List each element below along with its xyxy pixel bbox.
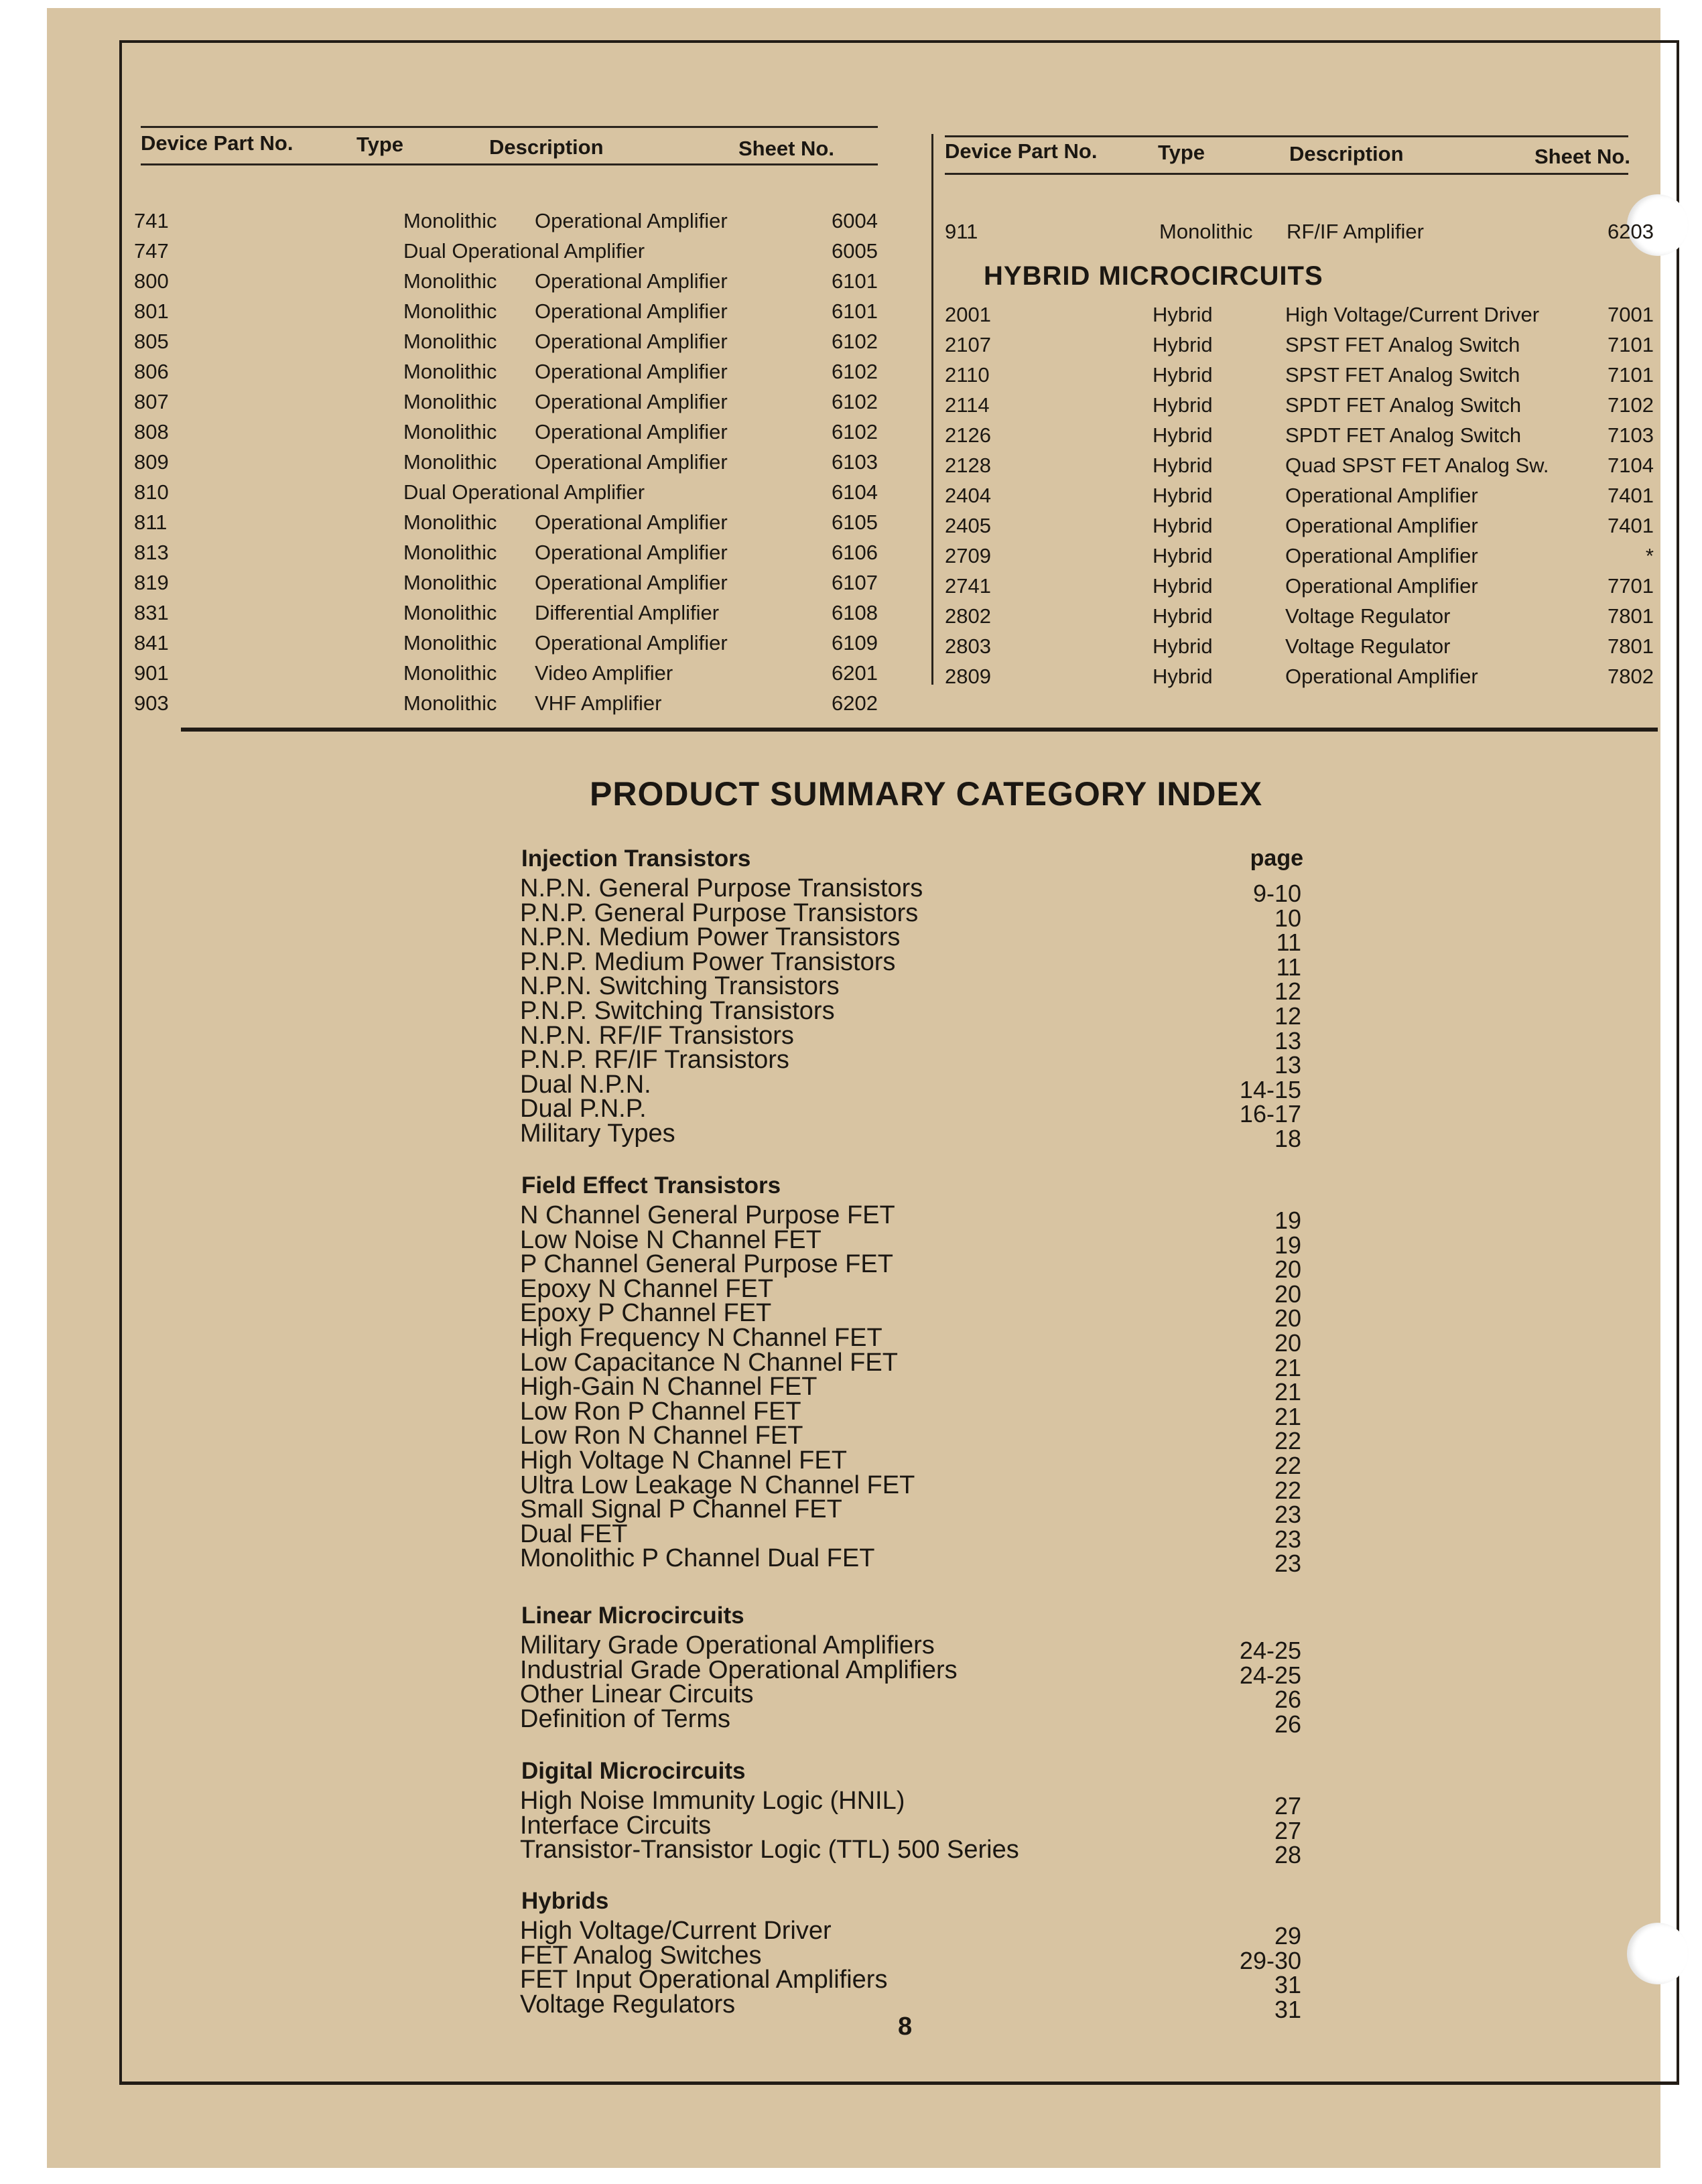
sheet-number: 6102	[832, 390, 878, 413]
table-row	[134, 689, 891, 718]
table-row	[134, 387, 891, 417]
sheet-number: 7401	[1608, 514, 1654, 537]
device-type: Hybrid	[1153, 604, 1213, 628]
device-description: Operational Amplifier	[535, 390, 728, 413]
part-number: 813	[134, 541, 169, 564]
index-item-page: 18	[1274, 1125, 1301, 1152]
index-item-label: P.N.P. General Purpose Transistors	[520, 898, 919, 927]
index-item-page: 22	[1274, 1427, 1301, 1455]
table-row	[945, 511, 1668, 541]
index-item-page: 16-17	[1239, 1100, 1301, 1128]
device-type: Hybrid	[1153, 544, 1213, 567]
part-number: 805	[134, 330, 169, 353]
index-item-label: N.P.N. RF/IF Transistors	[520, 1021, 794, 1050]
index-item-page: 31	[1274, 1995, 1301, 2023]
index-item-page: 26	[1274, 1710, 1301, 1738]
sheet-number: 7103	[1608, 423, 1654, 447]
index-item-label: P.N.P. Switching Transistors	[520, 997, 835, 1025]
device-type: Hybrid	[1153, 574, 1213, 598]
part-number: 801	[134, 299, 169, 323]
index-item-page: 19	[1274, 1231, 1301, 1259]
device-description: SPDT FET Analog Switch	[1285, 423, 1522, 447]
index-item-label: High Noise Immunity Logic (HNIL)	[520, 1787, 905, 1815]
device-type: Hybrid	[1153, 303, 1213, 326]
index-item-label: Epoxy P Channel FET	[520, 1299, 772, 1328]
index-group-heading: Linear Microcircuits	[521, 1602, 744, 1629]
part-number: 811	[134, 510, 168, 534]
table-row	[134, 206, 891, 236]
table-row	[134, 538, 891, 567]
part-number: 806	[134, 360, 169, 383]
device-description: SPST FET Analog Switch	[1285, 333, 1520, 356]
index-group-heading: Digital Microcircuits	[521, 1758, 746, 1784]
device-description: Operational Amplifier	[535, 571, 728, 594]
part-number: 2741	[945, 574, 991, 598]
sheet-number: 6004	[832, 209, 878, 232]
sheet-number: 6106	[832, 541, 878, 564]
index-item-page: 21	[1274, 1353, 1301, 1381]
index-group-heading: Field Effect Transistors	[521, 1172, 781, 1199]
part-number: 2128	[945, 454, 991, 477]
device-type: Monolithic	[403, 360, 497, 383]
device-description: Differential Amplifier	[535, 601, 720, 624]
device-description: Quad SPST FET Analog Sw.	[1285, 454, 1549, 477]
index-item-label: Interface Circuits	[520, 1811, 712, 1840]
index-item-label: Dual FET	[520, 1519, 628, 1548]
table-row	[134, 568, 891, 598]
index-item-label: P.N.P. Medium Power Transistors	[520, 947, 896, 976]
part-number: 807	[134, 390, 169, 413]
sheet-number: 7102	[1608, 393, 1654, 417]
table-row	[134, 417, 891, 447]
index-item-page: 14-15	[1239, 1075, 1301, 1103]
index-group-heading: Hybrids	[521, 1888, 609, 1914]
sheet-number: 6101	[832, 269, 878, 293]
right-header-part: Device Part No.	[945, 139, 1098, 163]
index-item-label: Low Ron P Channel FET	[520, 1397, 801, 1426]
catalog-page	[47, 8, 1660, 2168]
right-header-rule-bottom	[945, 173, 1628, 175]
index-item-label: Industrial Grade Operational Amplifiers	[520, 1655, 958, 1684]
index-item-label: FET Input Operational Amplifiers	[520, 1966, 888, 1994]
table-row	[134, 628, 891, 658]
table-row	[134, 598, 891, 628]
device-description: Voltage Regulator	[1285, 634, 1451, 658]
index-item-page: 21	[1274, 1402, 1301, 1430]
index-item-page: 29	[1274, 1922, 1301, 1950]
right-header-sheet: Sheet No.	[1534, 145, 1630, 168]
device-type: Hybrid	[1153, 393, 1213, 417]
part-number: 2126	[945, 423, 991, 447]
sheet-number: 6109	[832, 631, 878, 655]
device-description: Operational Amplifier	[1285, 514, 1478, 537]
table-row	[945, 602, 1668, 631]
index-item-label: Voltage Regulators	[520, 1990, 736, 2019]
index-item-page: 27	[1274, 1792, 1301, 1820]
left-header-sheet: Sheet No.	[738, 137, 834, 160]
sheet-number: 6102	[832, 420, 878, 443]
index-item-label: Military Types	[520, 1119, 675, 1148]
part-number: 2404	[945, 484, 991, 507]
device-type: Monolithic	[403, 661, 497, 685]
device-type: Hybrid	[1153, 423, 1213, 447]
sheet-number: 6108	[832, 601, 878, 624]
device-description: SPST FET Analog Switch	[1285, 363, 1520, 387]
index-item-label: FET Analog Switches	[520, 1941, 762, 1970]
index-item-label: High-Gain N Channel FET	[520, 1373, 817, 1402]
device-description: Voltage Regulator	[1285, 604, 1451, 628]
part-number: 809	[134, 450, 169, 474]
part-number: 2110	[945, 363, 990, 387]
index-item-label: P.N.P. RF/IF Transistors	[520, 1046, 789, 1075]
table-row	[945, 541, 1668, 571]
device-type: Monolithic	[403, 269, 497, 293]
index-item-page: 29-30	[1239, 1946, 1301, 1974]
part-number: 819	[134, 571, 169, 594]
index-item-label: Epoxy N Channel FET	[520, 1274, 774, 1303]
sheet-number: 7001	[1608, 303, 1654, 326]
device-type: Monolithic	[403, 299, 497, 323]
device-type: Dual Operational Amplifier	[403, 480, 645, 504]
device-description: Operational Amplifier	[535, 299, 728, 323]
table-row	[945, 632, 1668, 661]
part-number: 2405	[945, 514, 991, 537]
table-row	[945, 330, 1668, 360]
table-row	[134, 236, 891, 266]
index-item-label: High Frequency N Channel FET	[520, 1324, 882, 1352]
part-number: 808	[134, 420, 169, 443]
device-type: Monolithic	[1159, 220, 1253, 243]
index-item-page: 28	[1274, 1841, 1301, 1869]
device-type: Hybrid	[1153, 665, 1213, 688]
device-type: Monolithic	[403, 209, 497, 232]
index-item-page: 27	[1274, 1816, 1301, 1844]
part-number: 810	[134, 480, 169, 504]
table-row	[945, 662, 1668, 691]
table-row	[945, 421, 1668, 450]
sheet-number: 7801	[1608, 604, 1654, 628]
table-row	[945, 481, 1668, 510]
part-number: 2802	[945, 604, 991, 628]
right-header-desc: Description	[1289, 142, 1404, 165]
index-item-label: Definition of Terms	[520, 1704, 730, 1733]
index-item-label: High Voltage N Channel FET	[520, 1446, 847, 1475]
table-row	[134, 297, 891, 326]
index-item-page: 20	[1274, 1304, 1301, 1333]
index-item-page: 26	[1274, 1686, 1301, 1714]
device-type: Monolithic	[403, 330, 497, 353]
device-description: Operational Amplifier	[1285, 574, 1478, 598]
device-description: Operational Amplifier	[535, 450, 728, 474]
device-type: Monolithic	[403, 691, 497, 715]
index-item-page: 20	[1274, 1255, 1301, 1284]
device-description: Operational Amplifier	[535, 360, 728, 383]
index-item-label: Monolithic P Channel Dual FET	[520, 1544, 875, 1573]
index-item-page: 11	[1276, 929, 1301, 957]
binder-hole-bottom	[1627, 1923, 1689, 1984]
device-description: Operational Amplifier	[535, 631, 728, 655]
right-header-rule-top	[945, 135, 1628, 137]
table-row	[134, 478, 891, 507]
device-type: Hybrid	[1153, 333, 1213, 356]
index-item-page: 9-10	[1252, 880, 1301, 907]
left-header-rule-top	[141, 126, 878, 128]
index-item-label: N Channel General Purpose FET	[520, 1201, 895, 1229]
table-row	[945, 391, 1668, 420]
index-page-label: page	[1250, 845, 1303, 871]
sheet-number: *	[1645, 544, 1654, 567]
sheet-number: 6101	[832, 299, 878, 323]
device-description: Operational Amplifier	[1285, 665, 1478, 688]
device-description: Operational Amplifier	[1285, 484, 1478, 507]
device-description: Video Amplifier	[535, 661, 673, 685]
device-description: Operational Amplifier	[535, 209, 728, 232]
index-item-label: Small Signal P Channel FET	[520, 1495, 842, 1524]
sheet-number: 7802	[1608, 665, 1654, 688]
index-item-page: 23	[1274, 1550, 1301, 1578]
index-item-page: 22	[1274, 1452, 1301, 1479]
device-type: Hybrid	[1153, 454, 1213, 477]
table-row	[134, 508, 891, 537]
table-row	[134, 267, 891, 296]
table-row	[134, 327, 891, 356]
index-item-label: N.P.N. Switching Transistors	[520, 972, 840, 1001]
sheet-number: 6103	[832, 450, 878, 474]
table-row	[134, 448, 891, 477]
sheet-number: 7401	[1608, 484, 1654, 507]
device-description: High Voltage/Current Driver	[1285, 303, 1540, 326]
sheet-number: 7701	[1608, 574, 1654, 598]
device-type: Hybrid	[1153, 363, 1213, 387]
index-item-page: 12	[1274, 977, 1301, 1006]
part-number: 2709	[945, 544, 991, 567]
part-number: 2809	[945, 665, 991, 688]
index-item-page: 21	[1274, 1378, 1301, 1406]
index-item-label: Low Ron N Channel FET	[520, 1422, 803, 1450]
part-number: 2107	[945, 333, 991, 356]
index-item-page: 24-25	[1239, 1661, 1301, 1689]
device-description: Operational Amplifier	[1285, 544, 1478, 567]
device-type: Monolithic	[403, 510, 497, 534]
part-number: 831	[134, 601, 169, 624]
table-row	[134, 659, 891, 688]
sheet-number: 6104	[832, 480, 878, 504]
index-item-page: 31	[1274, 1971, 1301, 1999]
sheet-number: 6202	[832, 691, 878, 715]
part-number: 911	[945, 220, 978, 243]
part-number: 2001	[945, 303, 991, 326]
index-item-page: 13	[1274, 1051, 1301, 1079]
device-type: Monolithic	[403, 420, 497, 443]
part-number: 903	[134, 691, 169, 715]
index-item-page: 20	[1274, 1280, 1301, 1308]
sheet-number: 7101	[1608, 363, 1654, 387]
part-number: 901	[134, 661, 169, 685]
device-description: Operational Amplifier	[535, 269, 728, 293]
index-item-label: N.P.N. General Purpose Transistors	[520, 874, 923, 902]
sheet-number: 6201	[832, 661, 878, 685]
index-item-page: 11	[1276, 953, 1301, 981]
index-item-label: Other Linear Circuits	[520, 1680, 754, 1709]
index-group-heading: Injection Transistors	[521, 845, 751, 872]
sheet-number: 7101	[1608, 333, 1654, 356]
right-header-type: Type	[1158, 141, 1205, 164]
page-number: 8	[898, 2012, 913, 2041]
part-number: 741	[134, 209, 169, 232]
sheet-number: 7104	[1608, 454, 1654, 477]
device-description: Operational Amplifier	[535, 510, 728, 534]
device-description: SPDT FET Analog Switch	[1285, 393, 1522, 417]
index-item-page: 20	[1274, 1329, 1301, 1357]
index-item-label: Low Noise N Channel FET	[520, 1225, 822, 1254]
section-divider	[181, 728, 1658, 732]
device-type: Monolithic	[403, 450, 497, 474]
index-item-label: Transistor-Transistor Logic (TTL) 500 Series	[520, 1836, 1019, 1864]
device-description: RF/IF Amplifier	[1287, 220, 1424, 243]
device-type: Monolithic	[403, 541, 497, 564]
table-column-divider	[931, 134, 933, 685]
table-row	[945, 571, 1668, 601]
index-item-page: 24-25	[1239, 1637, 1301, 1664]
table-row	[945, 360, 1668, 390]
table-row	[945, 217, 1668, 247]
index-item-page: 19	[1274, 1207, 1301, 1234]
device-description: Operational Amplifier	[535, 420, 728, 443]
sheet-number: 7801	[1608, 634, 1654, 658]
index-item-page: 22	[1274, 1476, 1301, 1504]
part-number: 841	[134, 631, 169, 655]
part-number: 747	[134, 239, 169, 263]
device-type: Hybrid	[1153, 634, 1213, 658]
left-header-desc: Description	[489, 135, 604, 159]
index-item-page: 23	[1274, 1525, 1301, 1553]
index-item-label: Dual N.P.N.	[520, 1070, 651, 1099]
index-item-page: 10	[1274, 904, 1301, 932]
index-item-page: 13	[1274, 1026, 1301, 1054]
index-item-label: N.P.N. Medium Power Transistors	[520, 923, 901, 952]
sheet-number: 6005	[832, 239, 878, 263]
index-item-label: Military Grade Operational Amplifiers	[520, 1631, 935, 1659]
table-row	[945, 300, 1668, 330]
part-number: 2803	[945, 634, 991, 658]
left-header-part: Device Part No.	[141, 131, 293, 155]
part-number: 2114	[945, 393, 990, 417]
sheet-number: 6105	[832, 510, 878, 534]
sheet-number: 6107	[832, 571, 878, 594]
sheet-number: 6203	[1608, 220, 1654, 243]
device-description: VHF Amplifier	[535, 691, 662, 715]
part-number: 800	[134, 269, 169, 293]
index-title: PRODUCT SUMMARY CATEGORY INDEX	[590, 775, 1263, 813]
index-item-page: 23	[1274, 1501, 1301, 1529]
device-description: Operational Amplifier	[535, 330, 728, 353]
device-type: Monolithic	[403, 601, 497, 624]
device-description: Operational Amplifier	[535, 541, 728, 564]
hybrid-microcircuits-heading: HYBRID MICROCIRCUITS	[984, 261, 1323, 291]
device-type: Hybrid	[1153, 484, 1213, 507]
index-item-label: P Channel General Purpose FET	[520, 1250, 893, 1279]
device-type: Monolithic	[403, 631, 497, 655]
sheet-number: 6102	[832, 360, 878, 383]
index-item-label: Low Capacitance N Channel FET	[520, 1348, 898, 1377]
sheet-number: 6102	[832, 330, 878, 353]
left-header-rule-bottom	[141, 163, 878, 165]
index-item-label: Dual P.N.P.	[520, 1095, 647, 1123]
left-header-type: Type	[356, 133, 404, 156]
index-item-label: Ultra Low Leakage N Channel FET	[520, 1471, 915, 1499]
device-type: Dual Operational Amplifier	[403, 239, 645, 263]
device-type: Hybrid	[1153, 514, 1213, 537]
table-row	[945, 451, 1668, 480]
device-type: Monolithic	[403, 390, 497, 413]
index-item-page: 12	[1274, 1002, 1301, 1030]
device-type: Monolithic	[403, 571, 497, 594]
table-row	[134, 357, 891, 387]
index-item-label: High Voltage/Current Driver	[520, 1917, 832, 1945]
